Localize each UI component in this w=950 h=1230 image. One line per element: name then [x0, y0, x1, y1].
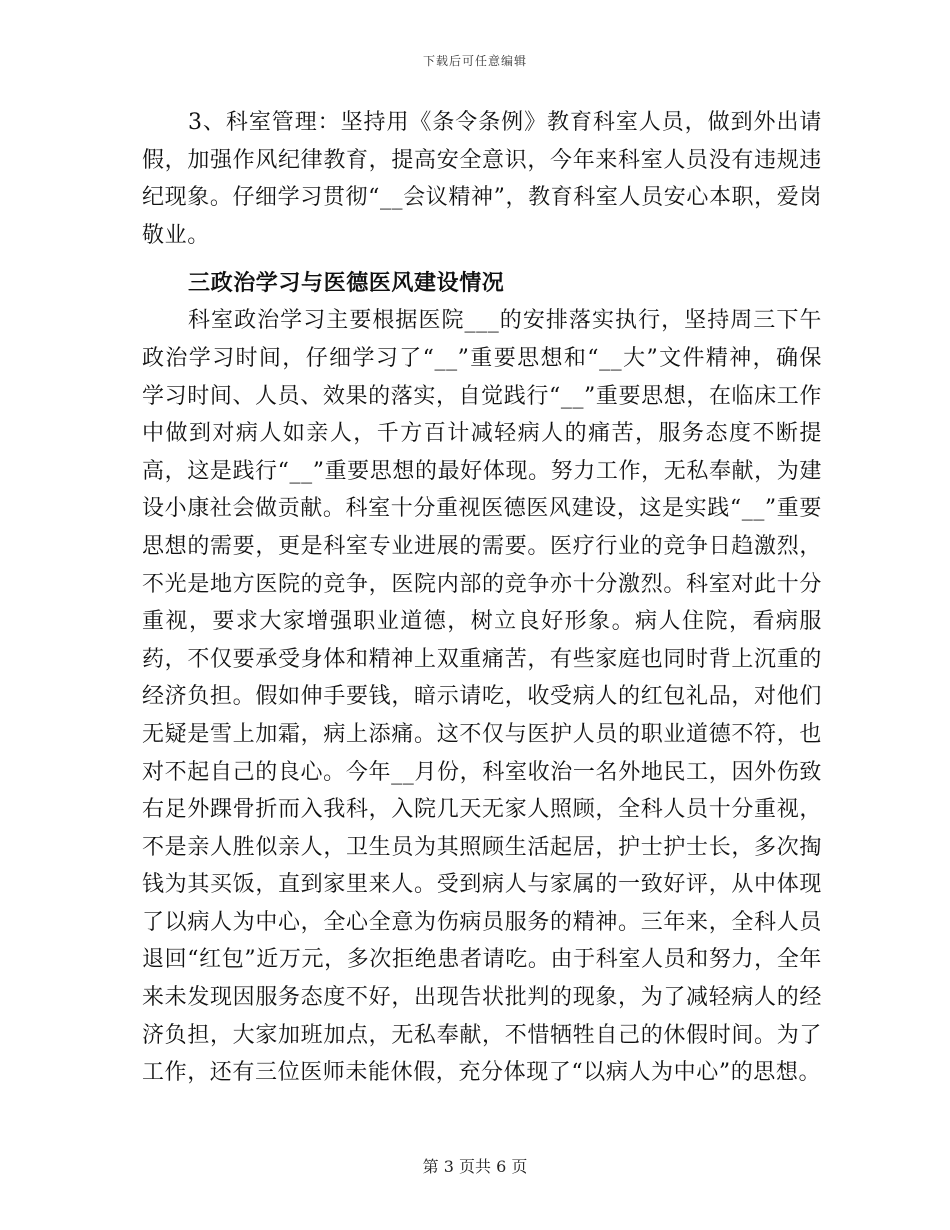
- page-header: 下载后可任意编辑: [422, 54, 527, 68]
- paragraph-management: 3、科室管理：坚持用《条令条例》教育科室人员，做到外出请假，加强作风纪律教育，提高安全意识，今年来科室人员没有违规违纪现象。仔细学习贯彻“__会议精神”，教育科室人员安心本职，爱岗敬业。: [142, 110, 822, 248]
- document-body: [142, 104, 822, 1092]
- section-heading: 三政治学习与医德医风建设情况: [188, 271, 505, 297]
- page-number: 第 3 页共 6 页: [422, 1157, 528, 1176]
- paragraph-political-study: 科室政治学习主要根据医院___的安排落实执行，坚持周三下午政治学习时间，仔细学习了“__”重要思想和“__大”文件精神，确保学习时间、人员、效果的落实，自觉践行“__”重要思想，在临床工作中做到对病人如亲人，千方百计减轻病人的痛苦，服务态度不断提高，这是践行“__”重要思想的最好体现。努力工作，无私奉献，为建设小康社会做贡献。科室十分重视医德医风建设，这是实践“__”重要思想的需要，更是科室专业进展的需要。医疗行业的竞争日趋激烈，不光是地方医院的竞争，医院内部的竞争亦十分激烈。科室对此十分重视，要求大家增强职业道德，树立良好形象。病人住院，看病服药，不仅要承受身体和精神上双重痛苦，有些家庭也同时背上沉重的经济负担。假如伸手要钱，暗示请吃，收受病人的红包礼品，对他们无疑是雪上加霜，病上添痛。这不仅与医护人员的职业道德不符，也对不起自己的良心。今年__月份，科室收治一名外地民工，因外伤致右足外踝骨折而入我科，入院几天无家人照顾，全科人员十分重视，不是亲人胜似亲人，卫生员为其照顾生活起居，护士护士长，多次掏钱为其买饭，直到家里来人。受到病人与家属的一致好评，从中体现了以病人为中心，全心全意为伤病员服务的精神。三年来，全科人员退回“红包”近万元，多次拒绝患者请吃。由于科室人员和努力，全年来未发现因服务态度不好，出现告状批判的现象，为了减轻病人的经济负担，大家加班加点，无私奉献，不惜牺牲自己的休假时间。为了工作，还有三位医师未能休假，充分体现了“以病人为中心”的思想。: [142, 308, 822, 1086]
